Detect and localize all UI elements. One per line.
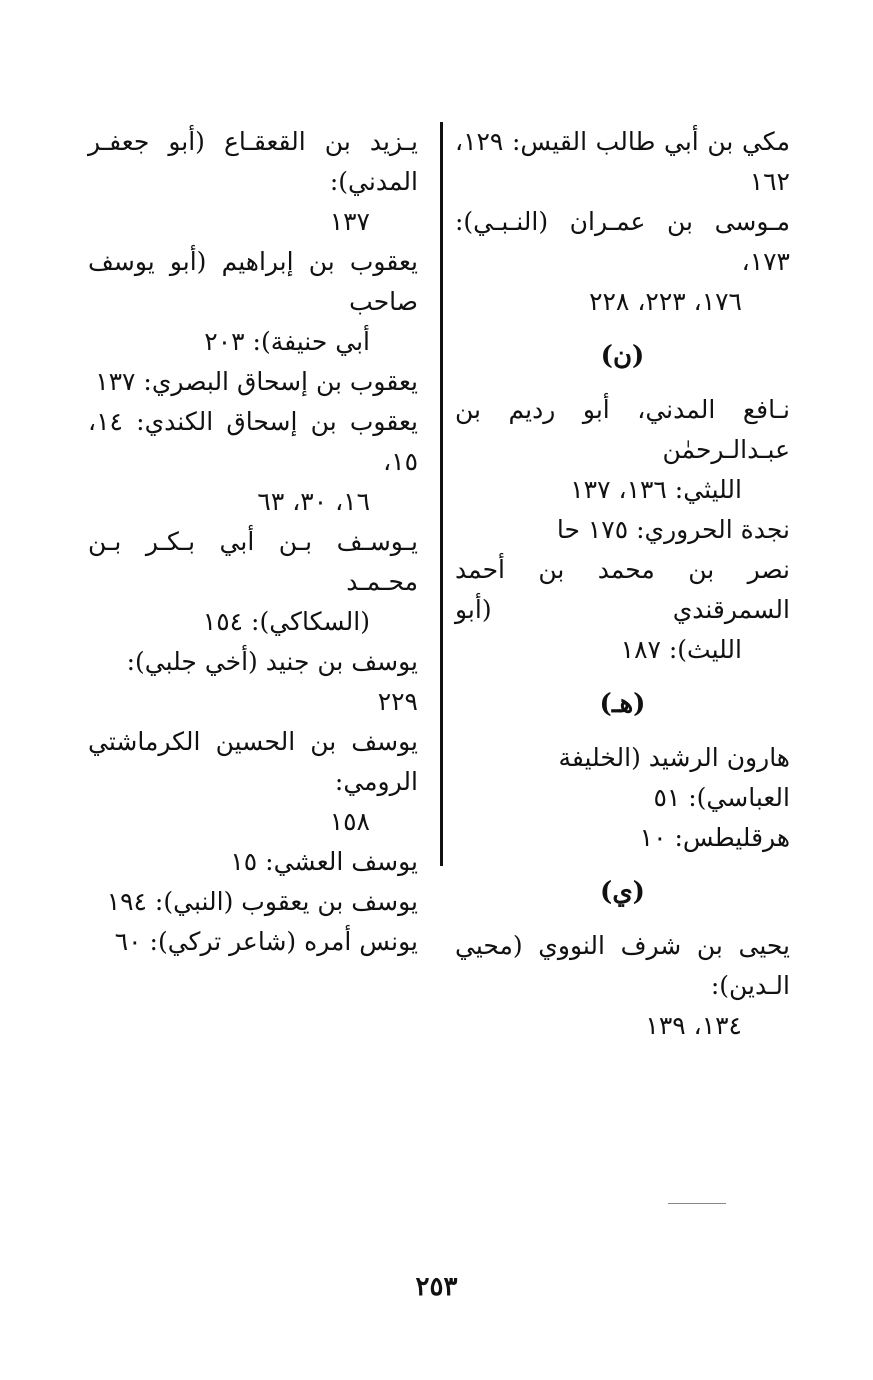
entry-text: يحيى بن شرف النووي (محيي الـدين):	[455, 931, 790, 1000]
entry-continuation: ١٣٧	[329, 207, 370, 236]
index-column-left	[88, 122, 418, 962]
entry-text: يـزيد بن القعقـاع (أبو جعفـر المدني):	[88, 127, 418, 196]
entry-text: يوسف العشي: ١٥	[230, 847, 418, 876]
entry-text: يونس أمره (شاعر تركي): ٦٠	[114, 927, 418, 956]
entry-text: يوسف بن يعقوب (النبي): ١٩٤	[106, 887, 418, 916]
entry-text: نصر بن محمد بن أحمد السمرقندي (أبو	[455, 555, 790, 624]
index-entry	[88, 722, 418, 842]
entry-continuation: ١٣٤، ١٣٩	[645, 1011, 742, 1040]
index-entry	[455, 818, 790, 858]
column-divider	[440, 122, 443, 866]
entry-continuation: ١٧٦، ٢٢٣، ٢٢٨	[589, 287, 742, 316]
page-number: ٢٥٣	[415, 1272, 458, 1302]
index-entry	[88, 242, 418, 362]
index-entry	[88, 402, 418, 522]
index-entry	[88, 362, 418, 402]
entry-continuation: الليث): ١٨٧	[620, 635, 742, 664]
index-entry	[455, 510, 790, 550]
entry-text: يوسف بن الحسين الكرماشتي الرومي:	[88, 727, 418, 796]
entry-text: يعقوب بن إسحاق البصري: ١٣٧	[95, 367, 418, 396]
index-entry	[88, 922, 418, 962]
entry-text: نجدة الحروري: ١٧٥ حا	[556, 515, 790, 544]
letter-heading-noon: (ن)	[600, 341, 645, 371]
index-entry	[455, 122, 790, 202]
entry-text: مـوسى بن عمـران (النـبـي): ١٧٣،	[455, 207, 790, 276]
letter-heading-ha: (هـ)	[599, 689, 646, 719]
entry-text: يعقوب بن إبراهيم (أبو يوسف صاحب	[88, 247, 418, 316]
entry-continuation: ١٦، ٣٠، ٦٣	[257, 487, 370, 516]
letter-heading-ya: (ي)	[600, 877, 645, 907]
index-entry	[455, 550, 790, 670]
entry-continuation: ١٥٨	[329, 807, 370, 836]
index-entry	[88, 882, 418, 922]
index-entry	[88, 642, 418, 722]
entry-text: يعقوب بن إسحاق الكندي: ١٤، ١٥،	[88, 407, 418, 476]
index-column-right	[455, 122, 790, 1046]
index-entry	[455, 390, 790, 510]
index-entry	[455, 202, 790, 322]
index-entry	[88, 842, 418, 882]
scan-mark	[668, 1203, 726, 1204]
entry-text: هارون الرشيد (الخليفة العباسي): ٥١	[558, 743, 790, 812]
entry-text: يـوسـف بـن أبي بـكـر بـن محـمـد	[88, 527, 418, 596]
index-entry	[455, 926, 790, 1046]
entry-text: يوسف بن جنيد (أخي جلبي): ٢٢٩	[126, 647, 418, 716]
index-entry	[88, 522, 418, 642]
entry-continuation: (السكاكي): ١٥٤	[202, 607, 370, 636]
index-entry	[455, 738, 790, 818]
entry-continuation: الليثي: ١٣٦، ١٣٧	[570, 475, 742, 504]
entry-text: مكي بن أبي طالب القيس: ١٢٩، ١٦٢	[455, 127, 790, 196]
index-entry	[88, 122, 418, 242]
entry-continuation: أبي حنيفة): ٢٠٣	[204, 327, 370, 356]
entry-text: نـافع المدني، أبو رديم بن عبـدالـرحمٰن	[455, 395, 790, 464]
entry-text: هرقليطس: ١٠	[639, 823, 790, 852]
